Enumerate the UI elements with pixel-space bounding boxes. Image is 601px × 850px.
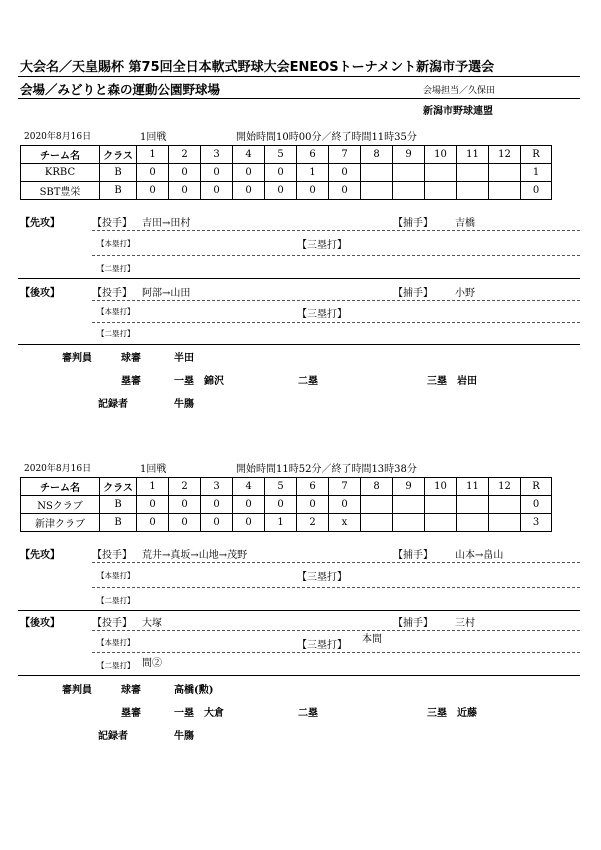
top-team-label: 【先攻】: [20, 550, 60, 561]
pitcher-label: 【投手】: [92, 288, 132, 299]
inning-score: 0: [201, 496, 233, 514]
row-divider: [92, 300, 580, 301]
triple-label: 【三塁打】: [297, 240, 347, 251]
total-runs: 3: [521, 514, 552, 532]
second-base-label: 二塁: [298, 708, 318, 719]
inning-score: 0: [233, 496, 265, 514]
catcher-label: 【捕手】: [393, 550, 433, 561]
row-divider: [92, 230, 580, 231]
row-divider: [92, 587, 580, 588]
venue-name: 会場／みどりと森の運動公園野球場: [20, 82, 221, 97]
inning-score: 0: [329, 496, 361, 514]
catcher-names: 吉橋: [455, 218, 475, 229]
venue-staff: 会場担当／久保田: [423, 86, 496, 96]
second-base-label: 二塁: [298, 376, 318, 387]
triple-label: 【三塁打】: [297, 640, 347, 651]
inning-score: [361, 164, 393, 182]
inning-score: [457, 164, 489, 182]
inning-score: 0: [201, 164, 233, 182]
inning-header: 3: [201, 146, 233, 164]
row-divider: [92, 630, 580, 631]
third-base-label: 三塁: [427, 376, 447, 387]
team-class: B: [100, 164, 137, 182]
inning-score: [425, 182, 457, 200]
third-base-label: 三塁: [427, 708, 447, 719]
inning-header: 2: [169, 478, 201, 496]
plate-umpire-name: 半田: [174, 353, 194, 364]
team-row: [21, 182, 552, 200]
team-name: 新津クラブ: [21, 514, 100, 532]
inning-header: 7: [329, 478, 361, 496]
catcher-names: 小野: [455, 288, 475, 299]
recorder-label: 記録者: [98, 399, 128, 410]
double-label: 【二塁打】: [97, 661, 135, 670]
inning-score: [393, 514, 425, 532]
inning-header: 2: [169, 146, 201, 164]
inning-header: 12: [489, 146, 521, 164]
runs-header: R: [521, 146, 552, 164]
inning-score: [393, 164, 425, 182]
catcher-label: 【捕手】: [393, 218, 433, 229]
triple-label: 【三塁打】: [297, 309, 347, 320]
inning-score: 0: [169, 164, 201, 182]
pitcher-names: 吉田→田村: [142, 218, 191, 229]
inning-score: 0: [201, 514, 233, 532]
inning-score: [489, 164, 521, 182]
inning-score: [457, 496, 489, 514]
pitcher-label: 【投手】: [92, 618, 132, 629]
inning-score: 0: [169, 496, 201, 514]
inning-score: 1: [265, 514, 297, 532]
team-class: B: [100, 182, 137, 200]
game-round: 1回戦: [140, 464, 167, 475]
game-round: 1回戦: [140, 132, 167, 143]
inning-score: 0: [233, 514, 265, 532]
inning-score: 0: [265, 164, 297, 182]
inning-header: 3: [201, 478, 233, 496]
row-divider: [92, 562, 580, 563]
inning-header: 5: [265, 146, 297, 164]
inning-score: [361, 496, 393, 514]
third-base-umpire: 近藤: [457, 708, 477, 719]
plate-umpire-label: 球審: [121, 685, 141, 696]
plate-umpire-label: 球審: [121, 353, 141, 364]
first-base-umpire: 大倉: [204, 708, 224, 719]
umpires-label: 審判員: [62, 685, 92, 696]
base-umpire-label: 塁審: [121, 708, 141, 719]
game-time: 開始時間11時52分／終了時間13時38分: [236, 464, 417, 475]
umpires-label: 審判員: [62, 353, 92, 364]
scoreboard: [20, 145, 552, 200]
row-divider: [92, 322, 580, 323]
bottom-team-label: 【後攻】: [20, 618, 60, 629]
inning-header: 4: [233, 146, 265, 164]
homerun-label: 【本塁打】: [97, 638, 135, 647]
class-header: クラス: [100, 478, 137, 496]
recorder-name: 牛膓: [174, 399, 194, 410]
inning-score: 0: [137, 496, 169, 514]
double-label: 【二塁打】: [97, 329, 135, 338]
inning-score: [361, 182, 393, 200]
team-name: KRBC: [21, 164, 100, 182]
base-umpire-label: 塁審: [121, 376, 141, 387]
tournament-title: 大会名／天皇賜杯 第75回全日本軟式野球大会ENEOSトーナメント新潟市予選会: [20, 60, 495, 75]
first-base-label: 一塁: [174, 376, 194, 387]
inning-score: [361, 514, 393, 532]
first-base-umpire: 錦沢: [204, 376, 224, 387]
inning-score: 0: [265, 182, 297, 200]
game-date: 2020年8月16日: [24, 464, 92, 474]
venue-rule: [18, 98, 580, 99]
inning-header: 10: [425, 478, 457, 496]
inning-header: 8: [361, 146, 393, 164]
plate-umpire-name: 高橋(勲): [174, 685, 214, 696]
inning-header: 11: [457, 146, 489, 164]
inning-score: [425, 164, 457, 182]
game-date: 2020年8月16日: [24, 132, 92, 142]
section-rule: [18, 344, 580, 345]
catcher-names: 山本→畠山: [455, 550, 504, 561]
inning-score: x: [329, 514, 361, 532]
section-rule: [18, 278, 580, 279]
inning-header: 7: [329, 146, 361, 164]
first-base-label: 一塁: [174, 708, 194, 719]
triple-label: 【三塁打】: [297, 572, 347, 583]
team-name-header: チーム名: [21, 478, 100, 496]
inning-header: 6: [297, 146, 329, 164]
inning-score: [425, 496, 457, 514]
third-base-umpire: 岩田: [457, 376, 477, 387]
catcher-label: 【捕手】: [393, 288, 433, 299]
inning-score: 0: [137, 164, 169, 182]
inning-header: 5: [265, 478, 297, 496]
team-class: B: [100, 514, 137, 532]
inning-score: [393, 496, 425, 514]
inning-header: 11: [457, 478, 489, 496]
inning-score: [393, 182, 425, 200]
double-label: 【二塁打】: [97, 596, 135, 605]
inning-score: 0: [233, 182, 265, 200]
pitcher-names: 大塚: [142, 618, 162, 629]
inning-header: 1: [137, 478, 169, 496]
homerun-label: 【本塁打】: [97, 571, 135, 580]
inning-header: 9: [393, 146, 425, 164]
inning-header: 1: [137, 146, 169, 164]
homerun-label: 【本塁打】: [97, 307, 135, 316]
double-names: 間②: [142, 658, 162, 669]
class-header: クラス: [100, 146, 137, 164]
inning-header: 8: [361, 478, 393, 496]
inning-score: 0: [137, 182, 169, 200]
bottom-team-label: 【後攻】: [20, 288, 60, 299]
inning-score: [489, 496, 521, 514]
top-team-label: 【先攻】: [20, 218, 60, 229]
organizer-name: 新潟市野球連盟: [423, 106, 493, 117]
inning-header: 12: [489, 478, 521, 496]
team-class: B: [100, 496, 137, 514]
inning-score: 0: [297, 182, 329, 200]
inning-score: 0: [233, 164, 265, 182]
triple-names: 本間: [362, 634, 382, 645]
scoreboard-header-row: [21, 146, 552, 164]
inning-score: 1: [297, 164, 329, 182]
inning-score: 0: [137, 514, 169, 532]
inning-score: 0: [329, 182, 361, 200]
team-name-header: チーム名: [21, 146, 100, 164]
team-row: [21, 496, 552, 514]
inning-score: 0: [201, 182, 233, 200]
inning-score: [489, 182, 521, 200]
inning-score: 0: [329, 164, 361, 182]
pitcher-label: 【投手】: [92, 218, 132, 229]
inning-score: [489, 514, 521, 532]
inning-score: [457, 514, 489, 532]
recorder-name: 牛膓: [174, 731, 194, 742]
title-rule: [18, 76, 580, 77]
row-divider: [92, 255, 580, 256]
total-runs: 0: [521, 182, 552, 200]
homerun-label: 【本塁打】: [97, 239, 135, 248]
recorder-label: 記録者: [98, 731, 128, 742]
row-divider: [92, 652, 580, 653]
inning-header: 6: [297, 478, 329, 496]
catcher-label: 【捕手】: [393, 618, 433, 629]
inning-score: [425, 514, 457, 532]
inning-header: 4: [233, 478, 265, 496]
total-runs: 1: [521, 164, 552, 182]
scoreboard: [20, 477, 552, 532]
inning-score: 0: [169, 182, 201, 200]
catcher-names: 三村: [455, 618, 475, 629]
game-time: 開始時間10時00分／終了時間11時35分: [236, 132, 417, 143]
section-rule: [18, 675, 580, 676]
team-name: NSクラブ: [21, 496, 100, 514]
scoreboard-header-row: [21, 478, 552, 496]
inning-score: [457, 182, 489, 200]
runs-header: R: [521, 478, 552, 496]
inning-score: 0: [169, 514, 201, 532]
total-runs: 0: [521, 496, 552, 514]
pitcher-names: 荒井→真坂→山地→茂野: [142, 550, 248, 561]
inning-score: 0: [265, 496, 297, 514]
team-row: [21, 514, 552, 532]
inning-header: 9: [393, 478, 425, 496]
inning-score: 2: [297, 514, 329, 532]
pitcher-label: 【投手】: [92, 550, 132, 561]
inning-score: 0: [297, 496, 329, 514]
double-label: 【二塁打】: [97, 264, 135, 273]
section-rule: [18, 610, 580, 611]
team-row: [21, 164, 552, 182]
team-name: SBT豊栄: [21, 182, 100, 200]
pitcher-names: 阿部→山田: [142, 288, 191, 299]
inning-header: 10: [425, 146, 457, 164]
